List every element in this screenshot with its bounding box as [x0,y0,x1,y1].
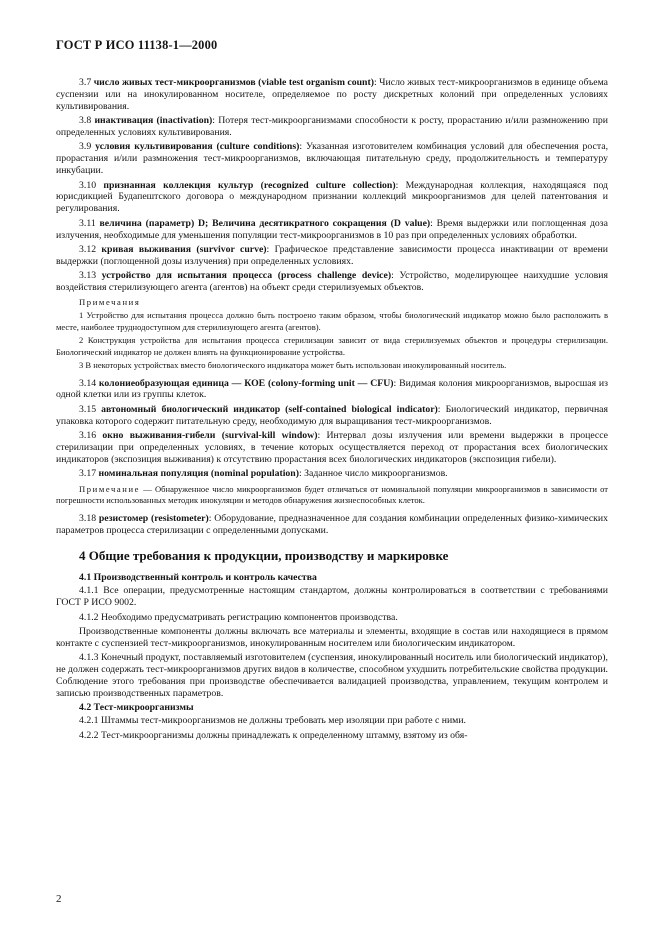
paragraph-4-1-2-b: Производственные компоненты должны включать все материалы и элементы, входящие в состав или находящиеся в прямом контакте с суспензией тест-микроорганизмов, инокулированным носителем или биологическим индикатором. [56,625,608,649]
note-3: 3 В некоторых устройствах вместо биологического индикатора может быть использован инокулированный носитель. [79,360,507,371]
paragraph-4-1-3: 4.1.3 Конечный продукт, поставляемый изготовителем (суспензия, инокулированный носитель или биологический индикатор), не должен содержать тест-микроорганизмов других видов в количестве, способном ухудшить потребительские свойства продукции. Соблюдение этого требования при производстве обеспечивается валидацией производства, управлением, текущим контролем и записью производственных параметров. [56,652,608,699]
paragraph-4-1-2: 4.1.2 Необходимо предусматривать регистрацию компонентов производства. [79,611,398,623]
page-number: 2 [56,893,62,905]
term: номинальная популяция (nominal population) [98,468,299,480]
note-3-17: Примечание — Обнаруженное число микроорганизмов будет отличаться от номинальной популяции микроорганизмов в зависимости от погрешности использованных методик инокуляции и методов обнаружения жизнеспособных клеток. [56,484,608,506]
term: колониеобразующая единица — КОЕ (colony-forming unit — CFU) [98,377,394,389]
definition-3-13: 3.13 устройство для испытания процесса (process challenge device): Устройство, моделирующее наихудшие условия воздействия стерилизующего агента (агентов) на объект среди стерилизуемых объектов. [56,270,608,294]
definition-3-11: 3.11 величина (параметр) D; Величина десятикратного сокращения (D value): Время выдержки или поглощенная доза излучения, необходимые для уменьшения популяции тест-микроорганизмов в 10 раз при определенных условиях обработки. [56,217,608,241]
definition-3-15: 3.15 автономный биологический индикатор (self-contained biological indicator): Биологический индикатор, первичная упаковка которого содержит питательную среду, необходимую для выращивания тест-микроорганизмов. [56,403,608,427]
paragraph-4-2-1: 4.2.1 Штаммы тест-микроорганизмов не должны требовать мер изоляции при работе с ними. [79,715,466,727]
definition-3-12: 3.12 кривая выживания (survivor curve): Графическое представление зависимости процесса инактивации от времени выдержки (поглощенной дозы излучения) при определенных условиях. [56,243,609,267]
document-header: ГОСТ Р ИСО 11138-1—2000 [56,38,218,52]
paragraph-4-1-1: 4.1.1 Все операции, предусмотренные настоящим стандартом, должны контролироваться в соответствии с требованиями ГОСТ Р ИСО 9002. [56,585,608,609]
subsection-4-1-title: 4.1 Производственный контроль и контроль качества [79,572,317,584]
document-body [56,77,608,744]
term: автономный биологический индикатор (self-contained biological indicator) [101,403,438,415]
definition-3-14: 3.14 колониеобразующая единица — КОЕ (colony-forming unit — CFU): Видимая колония микроорганизмов, выросшая из одной клетки или из группы клеток. [56,377,608,401]
note-1: 1 Устройство для испытания процесса должно быть построено таким образом, чтобы биологический индикатор можно было расположить в месте, наиболее труднодоступном для стерилизующего агента (агентов). [56,310,608,332]
definition-3-18: 3.18 резистомер (resistometer): Оборудование, предназначенное для создания комбинации определенных физико-химических параметров процесса стерилизации с определенными допусками. [56,512,608,536]
term: устройство для испытания процесса (process challenge device) [101,270,392,282]
term: условия культивирования (culture conditions) [95,141,300,153]
definition-3-16: 3.16 окно выживания-гибели (survival-kill window): Интервал дозы излучения или времени выдержки в процессе стерилизации при определенных условиях, в течение которых осуществляется переход от прорастания всех биологических индикаторов (экспозиция выживания) к отсутствию прорастания всех биологических индикаторов (экспозиция гибели). [56,430,609,465]
section-4-title: 4 Общие требования к продукции, производству и маркировке [79,548,449,564]
note-2: 2 Конструкция устройства для испытания процесса стерилизации зависит от вида стерилизуемых объектов и процедуры стерилизации. Биологический индикатор не должен влиять на функционирование устройства. [56,335,608,357]
definition-3-7: 3.7 число живых тест-микроорганизмов (viable test organism count): Число живых тест-микроорганизмов в единице объема суспензии или на инокулированном носителе, определяемое по росту дискретных колоний при определенных условиях культивирования. [56,77,609,112]
term: инактивация (inactivation) [94,115,213,127]
paragraph-4-2-2: 4.2.2 Тест-микроорганизмы должны принадлежать к определенному штамму, взятому из обя- [79,729,468,741]
term: кривая выживания (survivor curve) [101,243,267,255]
term: число живых тест-микроорганизмов (viable test organism count) [93,77,374,88]
definition-3-17: 3.17 номинальная популяция (nominal population): Заданное число микроорганизмов. [79,468,448,480]
definition-3-9: 3.9 условия культивирования (culture conditions): Указанная изготовителем комбинация условий для обеспечения роста, прорастания и/или размножения тест-микроорганизмов, включающая питательную среду, продолжительность и температуру инкубации. [56,141,609,177]
term: резистомер (resistometer) [98,512,209,524]
term: признанная коллекция культур (recognized culture collection) [103,179,396,191]
subsection-4-2-title: 4.2 Тест-микроорганизмы [79,702,194,714]
term: окно выживания-гибели (survival-kill window) [102,430,318,442]
term: величина (параметр) D; Величина десятикратного сокращения (D value) [99,217,431,229]
definition-3-8: 3.8 инактивация (inactivation): Потеря тест-микроорганизмами способности к росту, прорастанию и/или размножению при определенных условиях культивирования. [56,115,609,138]
notes-heading: Примечания [79,296,141,307]
definition-3-10: 3.10 признанная коллекция культур (recognized culture collection): Международная коллекция, находящаяся под юрисдикцией Будапештского договора о международном признании коллекций микроорганизмов для целей патентования и регулирования. [56,179,608,215]
